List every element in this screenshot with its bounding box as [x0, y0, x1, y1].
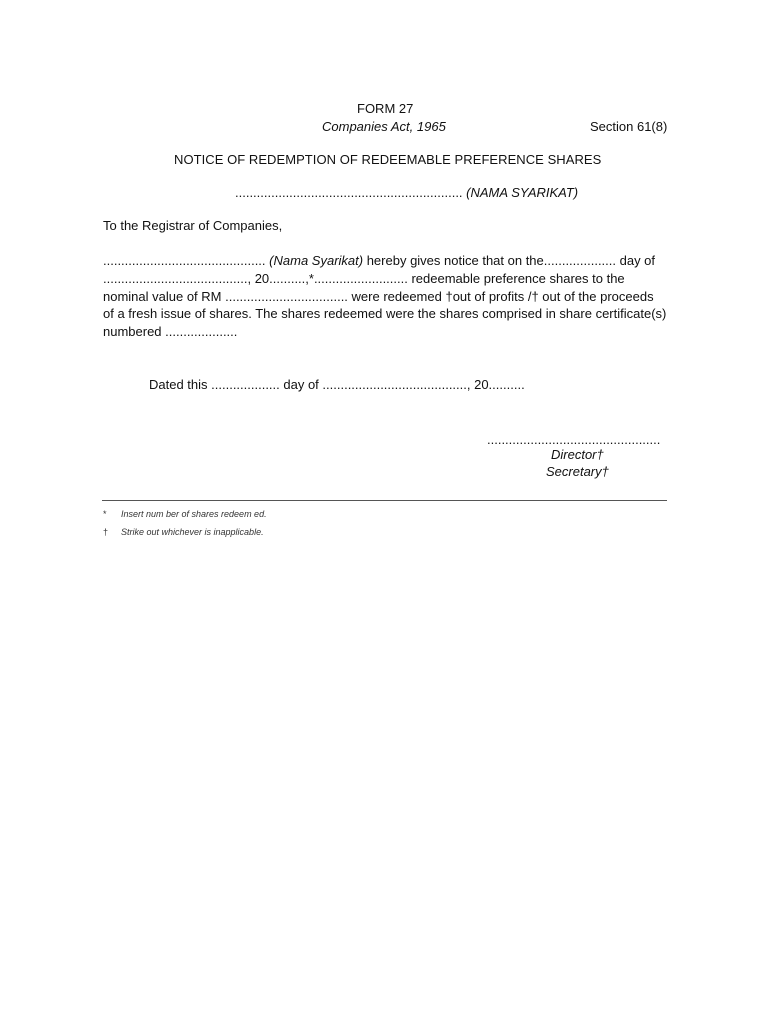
footnote-text: Insert num ber of shares redeem ed.	[121, 509, 267, 519]
signature-line: ................................................	[487, 432, 661, 447]
footnote-text: Strike out whichever is inapplicable.	[121, 527, 264, 537]
company-placeholder: (Nama Syarikat)	[269, 253, 364, 268]
act-reference: Companies Act, 1965	[322, 119, 446, 134]
notice-body-line-4: of a fresh issue of shares. The shares redeemed were the shares comprised in share certificate(s)	[103, 306, 667, 321]
notice-title: NOTICE OF REDEMPTION OF REDEEMABLE PREFERENCE SHARES	[174, 152, 602, 167]
addressee: To the Registrar of Companies,	[103, 218, 283, 233]
footnote-mark: *	[103, 509, 107, 519]
notice-text: hereby gives notice that on the.................... day of	[363, 253, 656, 268]
notice-body-line-2: ........................................, 20..........,*.......................... redeemable preference shares to the	[103, 271, 625, 286]
notice-body-line-5: numbered ....................	[103, 324, 238, 339]
notice-body-line-1	[103, 253, 655, 269]
secretary-label: Secretary†	[546, 464, 609, 479]
dated-line: Dated this ................... day of ........................................, 20..........	[149, 377, 525, 392]
footnote-divider	[102, 500, 667, 501]
company-name-line	[235, 185, 578, 201]
company-name-blank: ...............................................................	[235, 185, 463, 200]
form-number: FORM 27	[357, 101, 414, 116]
company-blank: .............................................	[103, 253, 266, 268]
notice-body-line-3: nominal value of RM .................................. were redeemed †out of profits /† out of the proceeds	[103, 289, 654, 304]
section-reference: Section 61(8)	[590, 119, 668, 134]
director-label: Director†	[551, 447, 604, 462]
footnote-mark: †	[103, 527, 109, 537]
company-name-placeholder: (NAMA SYARIKAT)	[466, 185, 579, 200]
